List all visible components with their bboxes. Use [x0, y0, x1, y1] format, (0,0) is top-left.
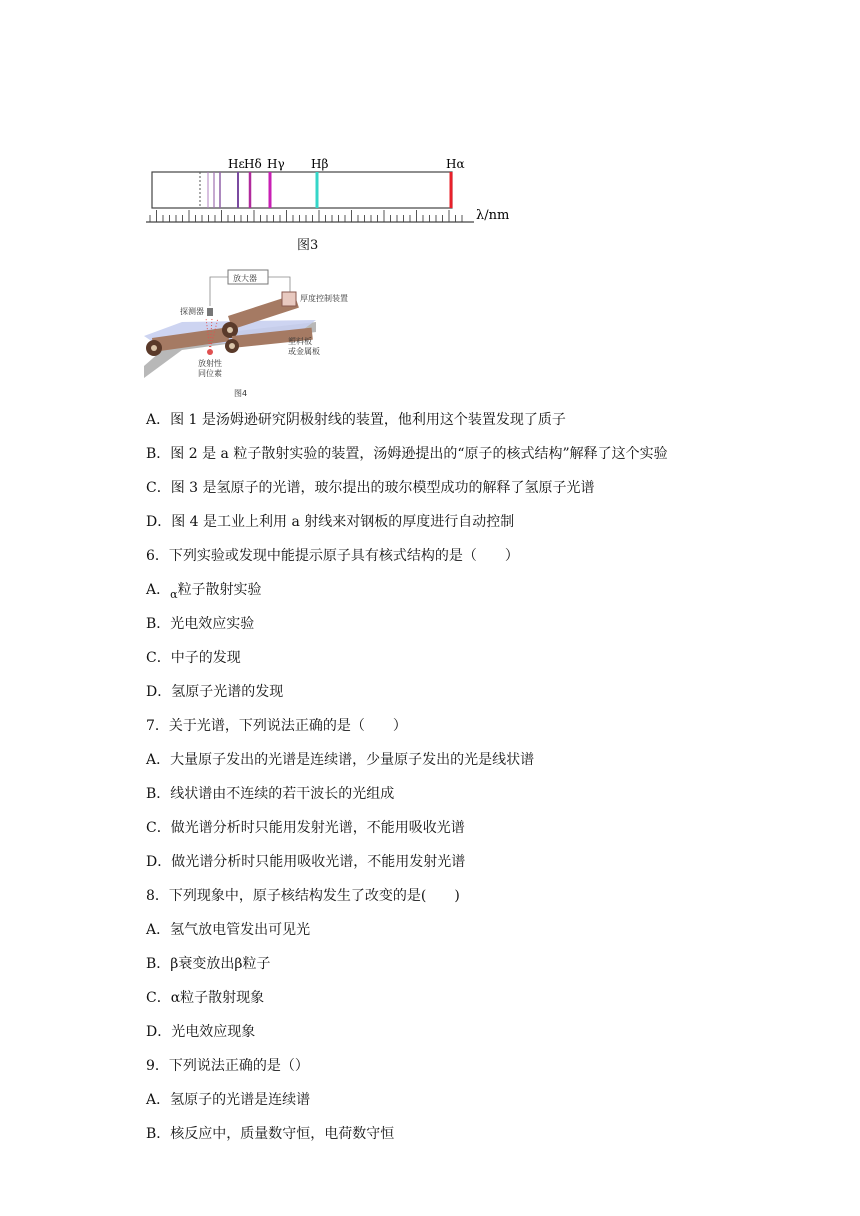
- wire: [210, 277, 228, 306]
- q8-option-a: A．氢气放电管发出可见光: [146, 922, 311, 938]
- axis-ticks: [150, 210, 462, 222]
- q6-stem: 6．下列实验或发现中能提示原子具有核式结构的是（ ）: [146, 548, 519, 564]
- figure-4: [142, 266, 372, 401]
- label-h-gamma: Hγ: [267, 157, 285, 171]
- alpha-symbol: α: [170, 588, 178, 601]
- figure-3: [140, 152, 520, 252]
- label-h-alpha: Hα: [446, 157, 465, 171]
- q9-option-a: A．氢原子的光谱是连续谱: [146, 1092, 311, 1108]
- figure-3-caption: 图3: [297, 238, 319, 253]
- axis-label: λ/nm: [476, 208, 510, 223]
- q8-option-d: D．光电效应现象: [146, 1024, 256, 1040]
- q5-option-a: A．图 1 是汤姆逊研究阴极射线的装置，他利用这个装置发现了质子: [146, 412, 566, 428]
- source-label: 同位素: [198, 369, 222, 378]
- thickness-control-label: 厚度控制装置: [300, 294, 348, 303]
- q7-stem: 7．关于光谱，下列说法正确的是（ ）: [146, 718, 407, 734]
- label-h-epsilon: Hε: [228, 157, 245, 171]
- thickness-control-device: [282, 292, 296, 306]
- figure-4-caption: 图4: [234, 389, 248, 398]
- thickness-control-diagram: [142, 266, 372, 401]
- amplifier-label: 放大器: [233, 274, 257, 283]
- q7-option-d: D．做光谱分析时只能用吸收光谱，不能用发射光谱: [146, 854, 466, 870]
- q6-option-c: C．中子的发现: [146, 650, 241, 666]
- q8-option-b: B．β衰变放出β粒子: [146, 956, 271, 972]
- label-h-beta: Hβ: [311, 157, 329, 171]
- q6-option-d: D．氢原子光谱的发现: [146, 684, 284, 700]
- q6-option-a: A．$_\alpha$粒子散射实验: [146, 582, 262, 601]
- q5-option-b: B．图 2 是 a 粒子散射实验的装置，汤姆逊提出的“原子的核式结构”解释了这个实验: [146, 446, 668, 462]
- q8-stem: 8．下列现象中，原子核结构发生了改变的是( ): [146, 888, 460, 904]
- q7-option-c: C．做光谱分析时只能用发射光谱，不能用吸收光谱: [146, 820, 465, 836]
- label-h-delta: Hδ: [244, 157, 262, 171]
- q6-option-b: B．光电效应实验: [146, 616, 255, 632]
- source-label: 放射性: [198, 359, 222, 368]
- q8-option-c: C．α粒子散射现象: [146, 990, 265, 1006]
- plate-label: 或金属板: [288, 347, 320, 356]
- plate-label: 塑料板: [288, 337, 312, 346]
- q5-option-c: C．图 3 是氢原子的光谱，玻尔提出的玻尔模型成功的解释了氢原子光谱: [146, 480, 595, 496]
- detector-label: 探测器: [180, 307, 204, 316]
- q7-option-b: B．线状谱由不连续的若干波长的光组成: [146, 786, 395, 802]
- q7-option-a: A．大量原子发出的光谱是连续谱，少量原子发出的光是线状谱: [146, 752, 535, 768]
- q9-option-b: B．核反应中，质量数守恒，电荷数守恒: [146, 1126, 395, 1142]
- q9-stem: 9．下列说法正确的是（）: [146, 1058, 309, 1074]
- detector: [207, 308, 213, 316]
- radioactive-source: [207, 349, 213, 355]
- hydrogen-spectrum-diagram: [140, 152, 520, 252]
- q5-option-d: D．图 4 是工业上利用 a 射线来对钢板的厚度进行自动控制: [146, 514, 515, 530]
